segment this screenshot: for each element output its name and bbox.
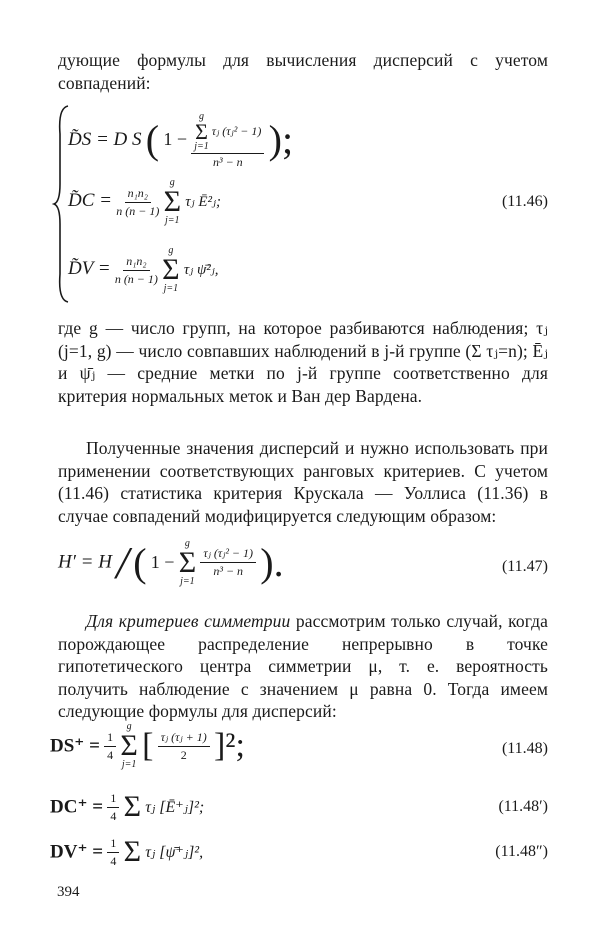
intro-paragraph: дующие формулы для вычисления дисперсий с учетом совпадений: bbox=[58, 50, 548, 93]
dv-coef bbox=[115, 254, 158, 287]
inner-den: 2 bbox=[180, 747, 187, 762]
ds-plus-sum-lower: j=1 bbox=[121, 759, 137, 770]
ds-sum bbox=[194, 112, 209, 152]
h-fraction bbox=[200, 546, 256, 579]
ds-plus-lhs: DS⁺ = bbox=[50, 735, 100, 757]
ds-plus-sum bbox=[120, 722, 137, 770]
bracket-open: [ bbox=[142, 727, 154, 764]
sigma-icon: Σ bbox=[120, 729, 138, 762]
dc-coef-den: n (n − 1) bbox=[116, 203, 160, 218]
one-minus: 1 − bbox=[163, 128, 187, 149]
h-lhs: H′ = H bbox=[58, 551, 112, 573]
one-minus: 1 − bbox=[150, 552, 175, 572]
dv-sum bbox=[162, 246, 179, 294]
paren-open: ( bbox=[133, 540, 147, 585]
dc-sum-lower: j=1 bbox=[165, 215, 180, 226]
dc-lhs: D͂C = bbox=[68, 189, 112, 211]
dc-coef bbox=[116, 186, 159, 219]
inner-fraction bbox=[158, 730, 210, 763]
symmetry-text: рассмотрим только случай, когда порождающее распределение непрерывно в точке гипотетического центра симметрии μ, т. е. вероятность получить наблюдение с значением μ равна 0. Тогда имеем следующие формулы для дисперсий: bbox=[58, 611, 549, 722]
dv-sum-lower: j=1 bbox=[163, 283, 179, 294]
dc-plus-lhs: DC⁺ = bbox=[50, 796, 104, 818]
quarter-den: 4 bbox=[110, 853, 117, 868]
inner-num: τⱼ (τⱼ + 1) bbox=[158, 730, 210, 747]
paren-open: ( bbox=[145, 116, 160, 162]
ds-denominator: n³ − n bbox=[212, 155, 243, 169]
eq-label-11-46: (11.46) bbox=[501, 193, 548, 210]
paragraph-where: где g — число групп, на которое разбиваются наблюдения; τⱼ (j=1, g) — число совпавших наблюдений в j-й группе (Σ τⱼ=n); Ēⱼ и ψ̄ⱼ — средние метки по j-й группе соответственно для критерия нормальных меток и Ван дер Вардена. bbox=[58, 318, 548, 406]
dv-coef-den: n (n − 1) bbox=[114, 271, 158, 286]
h-denominator: n³ − n bbox=[213, 564, 244, 578]
h-numerator: τⱼ (τⱼ² − 1) bbox=[200, 546, 256, 563]
dv-lhs: D͂V = bbox=[68, 257, 111, 279]
bracket-close-tail: ]²; bbox=[213, 727, 245, 764]
quarter-fraction bbox=[104, 730, 116, 763]
sigma-icon: Σ bbox=[178, 545, 197, 579]
eq-11-48-double-prime bbox=[50, 835, 203, 869]
dc-term: τⱼ Ē²ⱼ; bbox=[185, 193, 221, 210]
quarter-fraction bbox=[107, 791, 119, 824]
quarter-den: 4 bbox=[107, 747, 114, 762]
dv-coef-num: n₁n₂ bbox=[123, 254, 149, 271]
ds-fraction bbox=[191, 112, 264, 170]
quarter-den: 4 bbox=[110, 808, 117, 823]
eq-dv-line bbox=[68, 246, 218, 294]
dv-plus-term: τⱼ [ψ̄⁺ⱼ]², bbox=[145, 844, 204, 861]
quarter-fraction bbox=[107, 836, 119, 869]
ds-sum-upper: g bbox=[199, 111, 205, 122]
h-sum-lower: j=1 bbox=[180, 575, 195, 587]
quarter-num: 1 bbox=[107, 791, 119, 808]
eq-ds-line bbox=[68, 112, 293, 170]
eq-11-47 bbox=[58, 536, 284, 589]
dc-coef-num: n₁n₂ bbox=[125, 186, 151, 203]
slash-icon: / bbox=[116, 537, 129, 588]
dc-sum-upper: g bbox=[169, 177, 175, 188]
paragraph-symmetry bbox=[58, 610, 548, 723]
eq-label-11-48: (11.48) bbox=[501, 740, 548, 757]
paren-close: ). bbox=[260, 540, 284, 585]
eq-label-11-48-prime: (11.48′) bbox=[498, 798, 548, 815]
ds-num-term: τⱼ (τⱼ² − 1) bbox=[211, 123, 262, 138]
ds-sum-lower: j=1 bbox=[194, 141, 209, 152]
paragraph-obtained: Полученные значения дисперсий и нужно использовать при применении соответствующих ранговых критериев. С учетом (11.46) статистика критерия Крускала — Уоллиса (11.36) в случае совпадений модифицируется следующим образом: bbox=[58, 438, 548, 526]
dv-term: τⱼ ψ̄²ⱼ, bbox=[183, 261, 219, 278]
eq-label-11-48-double-prime: (11.48″) bbox=[495, 843, 548, 860]
h-sum-upper: g bbox=[184, 537, 190, 549]
quarter-num: 1 bbox=[107, 836, 119, 853]
eq-dc-line bbox=[68, 178, 221, 226]
page-number: 394 bbox=[57, 884, 80, 900]
quarter-num: 1 bbox=[104, 730, 116, 747]
ds-lhs: D͂S = D S bbox=[68, 128, 142, 150]
sigma-icon: Σ bbox=[123, 790, 142, 823]
h-sum bbox=[179, 539, 196, 587]
sigma-icon: Σ bbox=[163, 185, 182, 218]
symmetry-italic: Для критериев симметрии bbox=[86, 611, 291, 631]
eq-label-11-47: (11.47) bbox=[501, 558, 548, 575]
sigma-icon: Σ bbox=[195, 119, 208, 144]
ds-numerator bbox=[191, 112, 264, 154]
eq-11-48-prime bbox=[50, 790, 204, 824]
sigma-icon: Σ bbox=[123, 835, 142, 868]
paren-close: ); bbox=[268, 116, 294, 162]
eq-11-48 bbox=[50, 722, 245, 770]
dv-plus-lhs: DV⁺ = bbox=[50, 841, 104, 863]
dc-plus-term: τⱼ [Ē⁺ⱼ]²; bbox=[145, 799, 205, 816]
ds-plus-sum-upper: g bbox=[126, 721, 132, 732]
dc-sum bbox=[164, 178, 181, 226]
dv-sum-upper: g bbox=[168, 245, 174, 256]
sigma-icon: Σ bbox=[162, 253, 180, 286]
